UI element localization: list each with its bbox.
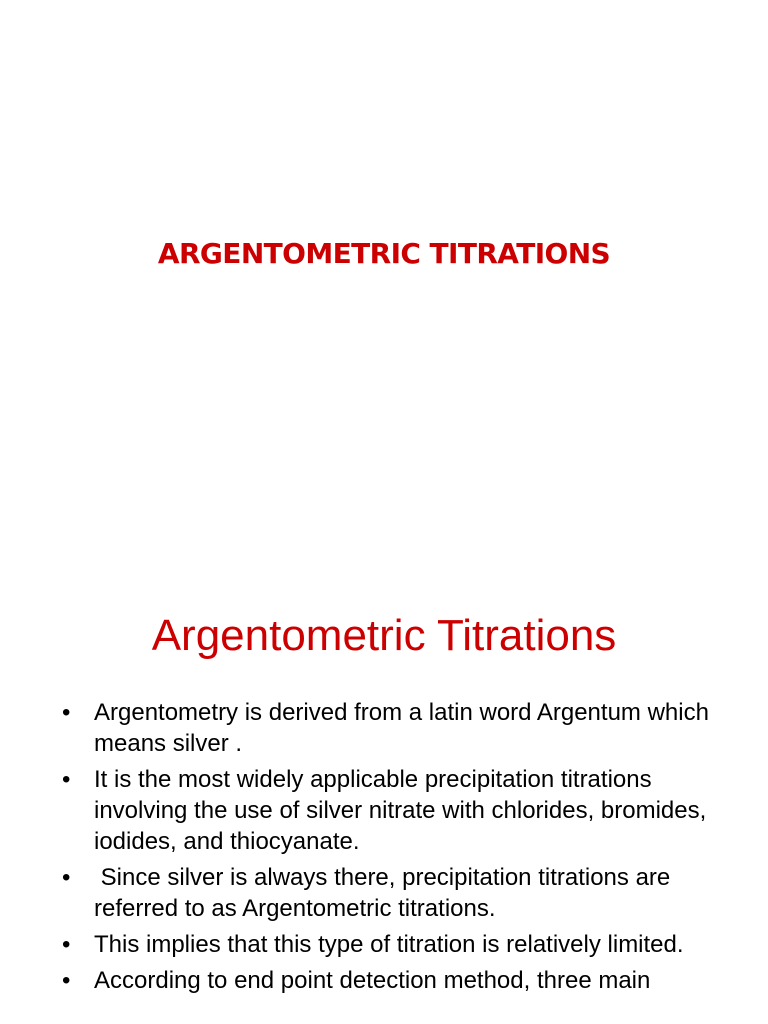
bullet-icon: •: [62, 864, 71, 891]
bullet-text: Since silver is always there, precipitation titrations are referred to as Argentometric titrations.: [94, 864, 677, 922]
slide-title: ARGENTOMETRIC TITRATIONS: [157, 237, 611, 270]
bullet-icon: •: [62, 699, 71, 726]
bullet-icon: •: [62, 931, 71, 958]
bullet-text: According to end point detection method, three main: [94, 967, 651, 994]
bullet-item: [62, 697, 712, 759]
bullet-item: [62, 764, 712, 857]
bullet-text: Argentometry is derived from a latin word Argentum which means silver .: [94, 699, 709, 757]
bullet-text: This implies that this type of titration is relatively limited.: [94, 931, 684, 958]
bullet-list: [62, 697, 712, 1001]
slide-heading: Argentometric Titrations: [151, 611, 617, 660]
content-slide: [0, 576, 768, 1024]
bullet-item: [62, 929, 712, 960]
bullet-item: [62, 862, 712, 924]
bullet-text: It is the most widely applicable precipitation titrations involving the use of silver nitrate with chlorides, bromides, iodides, and thiocyanate.: [94, 766, 707, 855]
bullet-icon: •: [62, 766, 71, 793]
bullet-item: [62, 965, 712, 996]
bullet-icon: •: [62, 967, 71, 994]
